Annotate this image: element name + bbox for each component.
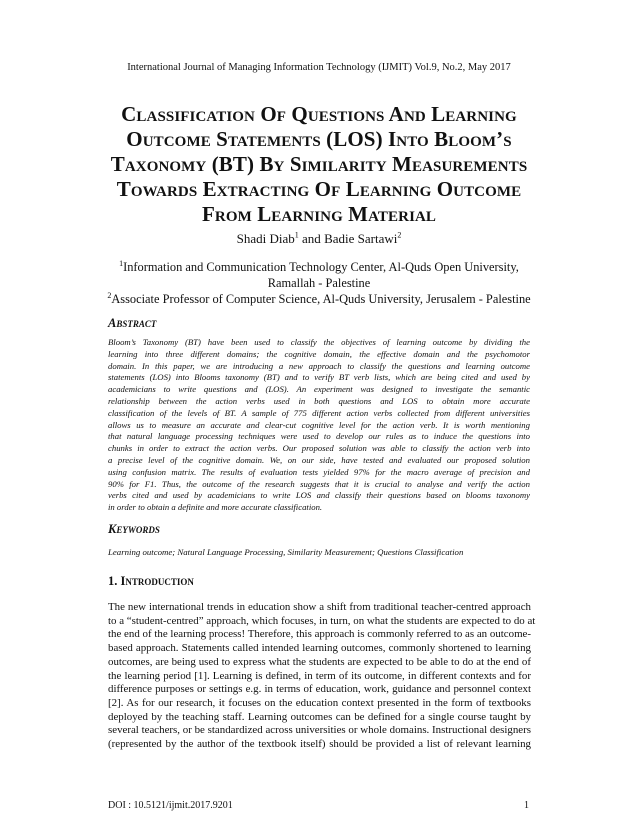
abstract-heading: Abstract bbox=[108, 316, 157, 330]
abstract-line: learning into three different domains; the cognitive domain, the effective domain and the psychomotor bbox=[108, 348, 530, 359]
author-1-name: Shadi Diab bbox=[236, 231, 295, 246]
abstract-line: relationship between the action verbs used in both questions and LOS to obtain more accurate bbox=[108, 395, 530, 406]
intro-line: [2]. As for our research, it focuses on the education context presented in the form of textbooks bbox=[108, 696, 531, 709]
title-line: Outcome Statements (LOS) Into Bloom’s bbox=[126, 127, 512, 151]
abstract-line: 90% for F1. Thus, the outcome of the research suggests that it is crucial to analyse and verify the action bbox=[108, 478, 530, 489]
intro-line: outcomes, are being used to express what the students are expected to be able to do at the end of bbox=[108, 655, 531, 668]
affiliation-2 bbox=[60, 292, 578, 308]
doi-footer: DOI : 10.5121/ijmit.2017.9201 bbox=[108, 800, 233, 811]
running-header: International Journal of Managing Information Technology (IJMIT) Vol.9, No.2, May 2017 bbox=[127, 62, 511, 73]
intro-line: deployed by the teaching staff. Learning outcomes can be defined for a single course taught by bbox=[108, 710, 531, 723]
abstract-line: using confusion matrix. The results of evaluation tests yielded 97% for the macro average of precision and bbox=[108, 466, 530, 477]
intro-line: to a “student-centred” approach, which focuses, in turn, on what the students are expected to do at bbox=[108, 614, 536, 627]
author-2-name: Badie Sartawi bbox=[324, 231, 398, 246]
abstract-line: domain. In this paper, we are introducing a new approach to classify the questions and learning outcome bbox=[108, 360, 530, 371]
intro-line: the learning period [1]. Learning is defined, in term of its outcome, in different contexts and for bbox=[108, 669, 531, 682]
author-line bbox=[0, 231, 638, 247]
author-2-affiliation-mark: 2 bbox=[397, 230, 402, 240]
title-line: Classification Of Questions And Learning bbox=[121, 102, 517, 126]
abstract-line: classification of the levels of BT. A sample of 775 different action verbs collected from different universities bbox=[108, 407, 530, 418]
intro-line: the end of the learning process! Therefore, this approach is commonly referred to as an outcome- bbox=[108, 628, 531, 641]
affiliation-1-line-2: Ramallah - Palestine bbox=[267, 275, 371, 290]
introduction-heading: 1. Introduction bbox=[108, 574, 194, 588]
intro-line: based approach. Statements called intended learning outcomes, commonly shortened to learning bbox=[108, 642, 531, 655]
abstract-line: academicians to write questions and (LOS). An experiment was designed to investigate the semantic bbox=[108, 384, 530, 395]
abstract-line: chunks in order to extract the action verbs. Our proposed solution was able to classify the action verb into bbox=[108, 443, 530, 454]
affiliation-2-mark: 2 bbox=[107, 290, 112, 300]
abstract-line: that natural language processing techniques were used to develop our rules as to induce the questions into bbox=[108, 431, 530, 442]
intro-line: difference purposes or settings e.g. in terms of education, work, guidance and personnel context bbox=[108, 683, 531, 696]
affiliation-1-mark: 1 bbox=[119, 258, 124, 268]
abstract-line: verbs cited and used by academicians to write LOS and classify their questions based on blooms taxonomy bbox=[108, 490, 530, 501]
affiliation-1 bbox=[60, 260, 578, 291]
title-line: Towards Extracting Of Learning Outcome bbox=[116, 177, 522, 201]
abstract-line: allows us to measure an accurate and clear-cut cognitive level for the action verb. It is worth mentioning bbox=[108, 419, 530, 430]
abstract-line: in order to obtain a definite and more accurate classification. bbox=[108, 502, 323, 513]
title-line: Taxonomy (BT) By Similarity Measurements bbox=[110, 152, 528, 176]
abstract-line: a precise level of the cognitive domain. We, on our side, have tested and evaluated our proposed solution bbox=[108, 454, 530, 465]
introduction-body bbox=[108, 601, 536, 752]
affiliation-2-line-1: Associate Professor of Computer Science, Al-Quds University, Jerusalem - Palestine bbox=[111, 292, 531, 306]
paper-title bbox=[90, 102, 548, 227]
page-number: 1 bbox=[524, 800, 529, 811]
author-1-affiliation-mark: 1 bbox=[294, 230, 299, 240]
keywords-text: Learning outcome; Natural Language Processing, Similarity Measurement; Questions Classification bbox=[108, 547, 464, 557]
title-line: From Learning Material bbox=[201, 202, 437, 226]
abstract-line: Bloom’s Taxonomy (BT) have been used to classify the objectives of learning outcome by dividing the bbox=[108, 337, 530, 347]
affiliation-1-line-1: Information and Communication Technology Center, Al-Quds Open University, bbox=[123, 260, 519, 274]
abstract-line: statements (LOS) into Blooms taxonomy (BT) and to verify BT verb lists, which are being cited and used by bbox=[108, 372, 530, 383]
intro-line: several teachers, or be standardized across universities or whole domains. Instructional designers bbox=[108, 724, 531, 737]
abstract-body bbox=[108, 337, 530, 514]
author-conjunction: and bbox=[298, 231, 325, 246]
keywords-heading: Keywords bbox=[108, 522, 160, 536]
intro-line: The new international trends in education show a shift from traditional teacher-centred approach bbox=[108, 601, 531, 613]
intro-line: (represented by the author of the textbook itself) should be provided a list of relevant learning bbox=[108, 738, 531, 751]
